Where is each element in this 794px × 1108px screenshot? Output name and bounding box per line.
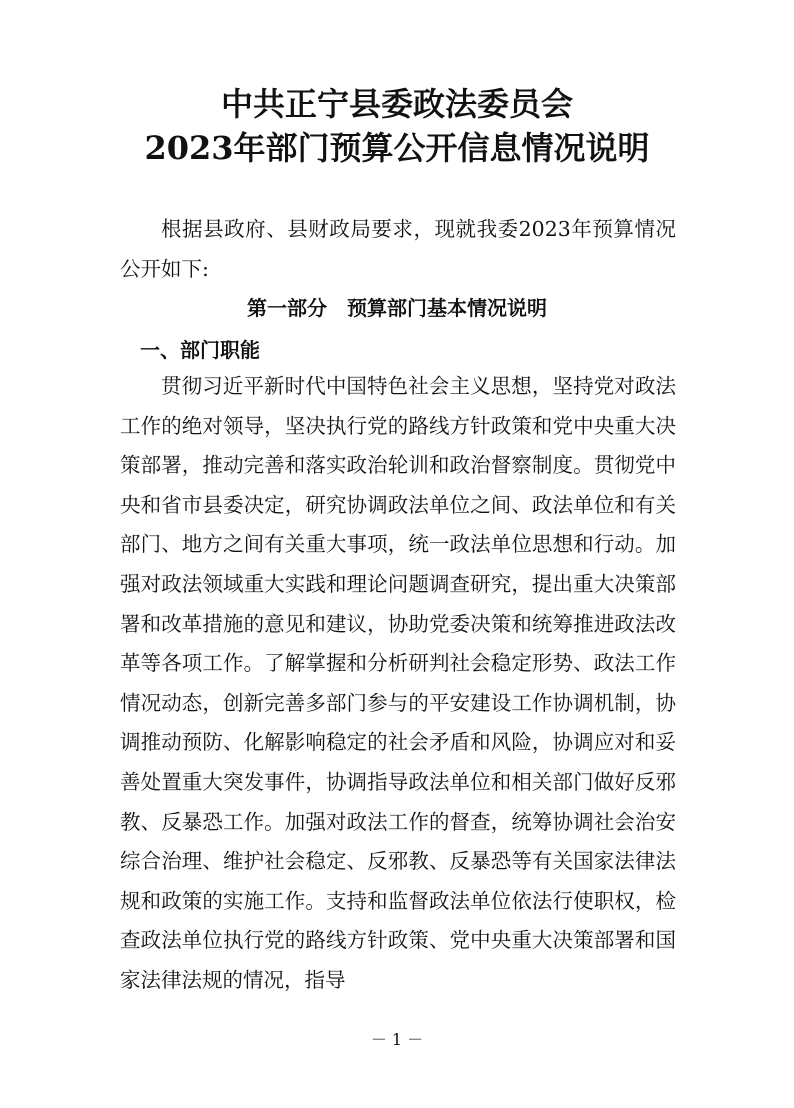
body-paragraph: 贯彻习近平新时代中国特色社会主义思想，坚持党对政法工作的绝对领导，坚决执行党的路线方针政策和党中央重大决策部署，推动完善和落实政治轮训和政治督察制度。贯彻党中央和省市县委决定，研究协调政法单位之间、政法单位和有关部门、地方之间有关重大事项，统一政法单位思想和行动。加强对政法领域重大实践和理论问题调查研究，提出重大决策部署和改革措施的意见和建议，协助党委决策和统筹推进政法改革等各项工作。了解掌握和分析研判社会稳定形势、政法工作情况动态，创新完善多部门参与的平安建设工作协调机制，协调推动预防、化解影响稳定的社会矛盾和风险，协调应对和妥善处置重大突发事件，协调指导政法单位和相关部门做好反邪教、反暴恐工作。加强对政法工作的督查，统筹协调社会治安综合治理、维护社会稳定、反邪教、反暴恐等有关国家法律法规和政策的实施工作。支持和监督政法单位依法行使职权，检查政法单位执行党的路线方针政策、党中央重大决策部署和国家法律法规的情况，指导	[120, 374, 676, 992]
document-title-line1: 中共正宁县委政法委员会	[220, 85, 573, 123]
intro-paragraph: 根据县政府、县财政局要求，现就我委2023年预算情况公开如下:	[120, 217, 676, 281]
section-heading: 一、部门职能	[140, 338, 260, 362]
part-heading: 第一部分 预算部门基本情况说明	[247, 296, 547, 320]
page-number: － 1 －	[370, 1030, 424, 1049]
document-title-line2: 2023年部门预算公开信息情况说明	[144, 129, 650, 167]
